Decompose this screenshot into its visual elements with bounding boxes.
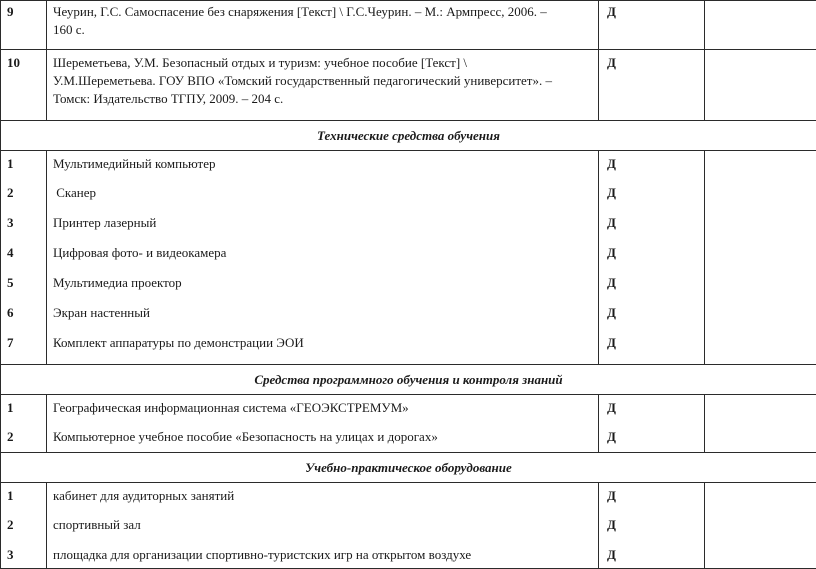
row-number: 1: [7, 399, 46, 428]
availability-mark-list: [599, 151, 705, 365]
row-number: 2: [7, 184, 46, 214]
availability-mark: Д: [607, 516, 704, 546]
row-number: 1: [7, 155, 46, 184]
item-name: Цифровая фото- и видеокамера: [53, 244, 592, 274]
availability-mark: Д: [607, 399, 704, 428]
item-name: Мультимедийный компьютер: [53, 155, 592, 184]
availability-mark: Д: [607, 304, 704, 334]
row-number-list: [1, 483, 47, 569]
empty-cell: [705, 483, 816, 569]
item-name: Комплект аппаратуры по демонстрации ЭОИ: [53, 334, 592, 364]
empty-cell: [705, 50, 816, 121]
bibliography-entry: [47, 50, 599, 121]
row-number: 10: [1, 50, 47, 121]
row-number: 4: [7, 244, 46, 274]
row-number: 2: [7, 516, 46, 546]
row-number: 2: [7, 428, 46, 452]
availability-mark: Д: [607, 214, 704, 244]
row-number-list: [1, 395, 47, 453]
row-number: 1: [7, 487, 46, 516]
entry-line: 160 с.: [53, 21, 592, 39]
row-number: 5: [7, 274, 46, 304]
section-title: Учебно-практическое оборудование: [1, 453, 816, 483]
availability-mark: Д: [607, 546, 704, 568]
availability-mark: Д: [599, 1, 705, 50]
availability-mark: Д: [607, 244, 704, 274]
table-row: [1, 483, 816, 569]
row-number-list: [1, 151, 47, 365]
item-name: спортивный зал: [53, 516, 592, 546]
item-name: Компьютерное учебное пособие «Безопасность на улицах и дорогах»: [53, 428, 592, 452]
entry-line: Шереметьева, У.М. Безопасный отдых и туризм: учебное пособие [Текст] \: [53, 54, 592, 72]
empty-cell: [705, 395, 816, 453]
section-title: Средства программного обучения и контроля знаний: [1, 365, 816, 395]
item-name-list: [47, 395, 599, 453]
availability-mark-list: [599, 395, 705, 453]
availability-mark: Д: [607, 274, 704, 304]
table-row: [1, 50, 816, 121]
item-name: кабинет для аудиторных занятий: [53, 487, 592, 516]
row-number: 9: [1, 1, 47, 50]
item-name: Географическая информационная система «ГЕОЭКСТРЕМУМ»: [53, 399, 592, 428]
entry-line: У.М.Шереметьева. ГОУ ВПО «Томский государственный педагогический университет». –: [53, 72, 592, 90]
section-header-row: [1, 365, 816, 395]
table-row: [1, 151, 816, 365]
item-name: площадка для организации спортивно-туристских игр на открытом воздухе: [53, 546, 592, 568]
section-header-row: [1, 453, 816, 483]
entry-line: Чеурин, Г.С. Самоспасение без снаряжения [Текст] \ Г.С.Чеурин. – М.: Армпресс, 2006. –: [53, 3, 592, 21]
item-name: Принтер лазерный: [53, 214, 592, 244]
empty-cell: [705, 151, 816, 365]
row-number: 6: [7, 304, 46, 334]
empty-cell: [705, 1, 816, 50]
availability-mark-list: [599, 483, 705, 569]
availability-mark: Д: [607, 184, 704, 214]
section-title: Технические средства обучения: [1, 121, 816, 151]
row-number: 3: [7, 214, 46, 244]
table-row: [1, 1, 816, 50]
item-name-list: [47, 483, 599, 569]
availability-mark: Д: [607, 487, 704, 516]
bibliography-entry: [47, 1, 599, 50]
availability-mark: Д: [599, 50, 705, 121]
entry-line: Томск: Издательство ТГПУ, 2009. – 204 с.: [53, 90, 592, 108]
availability-mark: Д: [607, 428, 704, 452]
row-number: 7: [7, 334, 46, 364]
item-name: Экран настенный: [53, 304, 592, 334]
item-name: Сканер: [53, 184, 592, 214]
row-number: 3: [7, 546, 46, 568]
item-name: Мультимедиа проектор: [53, 274, 592, 304]
availability-mark: Д: [607, 155, 704, 184]
section-header-row: [1, 121, 816, 151]
table-row: [1, 395, 816, 453]
availability-mark: Д: [607, 334, 704, 364]
item-name-list: [47, 151, 599, 365]
